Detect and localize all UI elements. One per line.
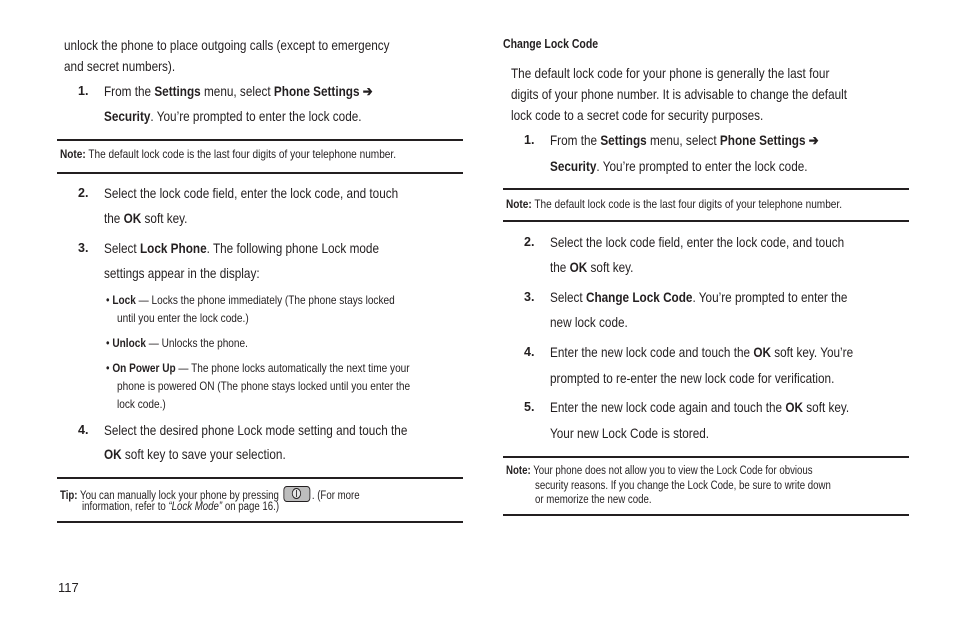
- right-step4-line-1: Enter the new lock code and touch the OK soft key. You’re: [550, 344, 854, 360]
- divider: [503, 220, 909, 222]
- bullet-power-up: • On Power Up — The phone locks automatically the next time your: [106, 361, 410, 375]
- step-number: 3.: [524, 290, 535, 304]
- left-intro-line-1: unlock the phone to place outgoing calls (except to emergency: [64, 37, 390, 53]
- left-note: Note: The default lock code is the last four digits of your telephone number.: [60, 147, 397, 161]
- divider: [503, 188, 909, 190]
- right-para-line-1: The default lock code for your phone is generally the last four: [511, 65, 830, 81]
- step-number: 2.: [524, 235, 535, 249]
- right-step3-line-2: new lock code.: [550, 314, 628, 330]
- right-step3-line-1: Select Change Lock Code. You’re prompted to enter the: [550, 289, 848, 305]
- page-number: 117: [58, 580, 79, 595]
- bullet-power-up-cont: lock code.): [117, 397, 166, 411]
- bullet-lock: • Lock — Locks the phone immediately (The phone stays locked: [106, 293, 395, 307]
- bullet-power-up-cont: phone is powered ON (The phone stays locked until you enter the: [117, 379, 411, 393]
- divider: [503, 514, 909, 516]
- left-step1-line-1: From the Settings menu, select Phone Settings ➔: [104, 83, 373, 99]
- right-note: Note: The default lock code is the last four digits of your telephone number.: [506, 197, 843, 211]
- left-step2-line-1: Select the lock code field, enter the lock code, and touch: [104, 185, 399, 201]
- left-step4-line-1: Select the desired phone Lock mode setting and touch the: [104, 422, 408, 438]
- left-tip-line-1: Tip: You can manually lock your phone by pressing . (For more: [60, 486, 417, 503]
- right-note2-line-3: or memorize the new code.: [535, 494, 652, 506]
- right-step2-line-1: Select the lock code field, enter the lock code, and touch: [550, 234, 845, 250]
- left-step4-line-2: OK soft key to save your selection.: [104, 446, 286, 462]
- divider: [57, 172, 463, 174]
- section-heading: Change Lock Code: [503, 37, 599, 51]
- right-step5-line-1: Enter the new lock code again and touch the OK soft key.: [550, 399, 850, 415]
- right-para-line-3: lock code to a secret code for security purposes.: [511, 107, 764, 123]
- left-step2-line-2: the OK soft key.: [104, 210, 188, 226]
- right-step1-line-1: From the Settings menu, select Phone Settings ➔: [550, 132, 819, 148]
- right-step4-line-2: prompted to re-enter the new lock code for verification.: [550, 370, 835, 386]
- right-step1-line-2: Security. You’re prompted to enter the lock code.: [550, 158, 808, 174]
- step-number: 1.: [78, 84, 89, 98]
- left-intro-line-2: and secret numbers).: [64, 58, 176, 74]
- right-para-line-2: digits of your phone number. It is advisable to change the default: [511, 86, 848, 102]
- left-step1-line-2: Security. You’re prompted to enter the lock code.: [104, 108, 362, 124]
- step-number: 4.: [78, 423, 89, 437]
- divider: [57, 477, 463, 479]
- left-step3-line-2: settings appear in the display:: [104, 265, 260, 281]
- left-step3-line-1: Select Lock Phone. The following phone Lock mode: [104, 240, 380, 256]
- right-step2-line-2: the OK soft key.: [550, 259, 634, 275]
- bullet-lock-cont: until you enter the lock code.): [117, 311, 249, 325]
- right-note2-line-1: Note: Your phone does not allow you to view the Lock Code for obvious: [506, 465, 813, 477]
- divider: [503, 456, 909, 458]
- right-note2-line-2: security reasons. If you change the Lock Code, be sure to write down: [535, 480, 831, 492]
- step-number: 4.: [524, 345, 535, 359]
- step-number: 2.: [78, 186, 89, 200]
- divider: [57, 521, 463, 523]
- divider: [57, 139, 463, 141]
- left-tip-line-2: information, refer to “Lock Mode” on page 16.): [82, 501, 280, 513]
- bullet-unlock: • Unlock — Unlocks the phone.: [106, 336, 248, 350]
- step-number: 1.: [524, 133, 535, 147]
- lock-mode-link[interactable]: “Lock Mode”: [168, 501, 223, 513]
- step-number: 5.: [524, 400, 535, 414]
- step-number: 3.: [78, 241, 89, 255]
- right-step5-line-2: Your new Lock Code is stored.: [550, 425, 710, 441]
